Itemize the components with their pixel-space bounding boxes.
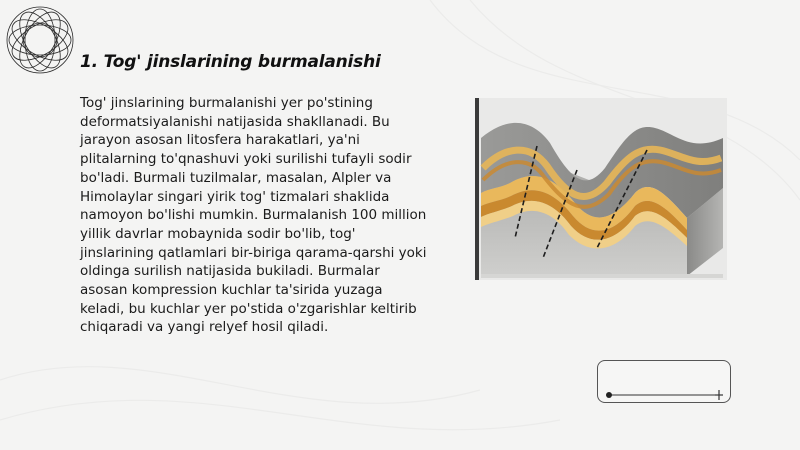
slide-title: 1. Tog' jinslarining burmalanishi <box>80 52 381 72</box>
rock-fold-diagram-icon <box>475 98 727 280</box>
spirograph-logo-icon <box>4 4 76 76</box>
timeline-scrubber-icon <box>598 361 732 404</box>
timeline-scrubber[interactable] <box>597 360 731 403</box>
slide-paragraph: Tog' jinslarining burmalanishi yer po'stining deformatsiyalanishi natijasida shakllanadi. Bu jarayon asosan litosfera harakatlari, ya'ni plitalarning to'qnashuvi yoki surilishi tufayli sodir bo'ladi. Burmali tuzilmalar, masalan, Alpler va Himolaylar singari yirik tog' tizmalari shaklida namoyon bo'lishi mumkin. Burmalanish 100 million yillik davrlar mobaynida sodir bo'lib, tog' jinslarining qatlamlari bir-biriga qarama-qarshi yoki oldinga surilish natijasida bukiladi. Burmalar asosan kompression kuchlar ta'sirida yuzaga keladi, bu kuchlar yer po'stida o'zgarishlar keltirib chiqaradi va yangi relyef hosil qiladi. <box>80 95 427 336</box>
